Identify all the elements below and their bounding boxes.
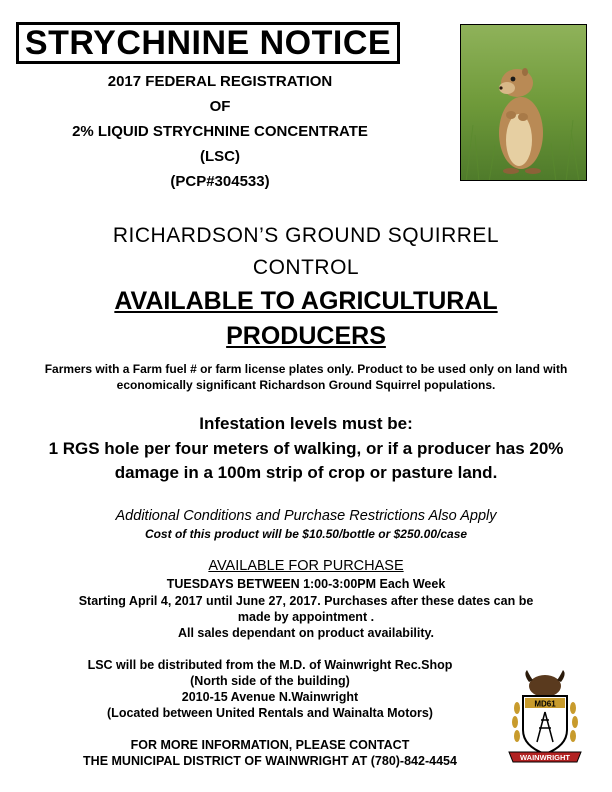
registration-line-5: (PCP#304533): [170, 173, 270, 190]
location-line-1: LSC will be distributed from the M.D. of Wainwright Rec.Shop: [87, 658, 453, 672]
logo-banner-text: WAINWRIGHT: [520, 753, 570, 762]
eligibility-line-2: economically significant Richardson Ground Squirrel populations.: [116, 378, 496, 392]
contact-line-1: FOR MORE INFORMATION, PLEASE CONTACT: [130, 738, 410, 752]
infestation-line-2: damage in a 100m strip of crop or pasture land.: [114, 463, 498, 482]
contact-line-2: THE MUNICIPAL DISTRICT OF WAINWRIGHT AT (780)-842-4454: [83, 754, 457, 768]
availability-line-1: AVAILABLE TO AGRICULTURAL: [114, 287, 498, 315]
purchase-schedule: TUESDAYS BETWEEN 1:00-3:00PM Each Week: [166, 577, 446, 591]
location-line-4: (Located between United Rentals and Wainalta Motors): [107, 706, 433, 720]
ground-squirrel-image: [461, 25, 587, 181]
conditions-line: Additional Conditions and Purchase Restrictions Also Apply: [115, 508, 497, 524]
infestation-heading: Infestation levels must be:: [199, 414, 413, 433]
subject-line-2: CONTROL: [252, 256, 360, 279]
subject-line-1: RICHARDSON’S GROUND SQUIRREL: [112, 224, 500, 247]
cost-line: Cost of this product will be $10.50/bottle or $250.00/case: [144, 527, 468, 541]
registration-line-1: 2017 FEDERAL REGISTRATION: [107, 73, 333, 90]
availability-line-2: PRODUCERS: [226, 322, 386, 350]
md-wainwright-logo: [505, 668, 585, 768]
infestation-line-1: 1 RGS hole per four meters of walking, or if a producer has 20%: [48, 439, 564, 458]
purchase-dates-line-1: Starting April 4, 2017 until June 27, 2017. Purchases after these dates can be: [78, 594, 534, 608]
eligibility-line-1: Farmers with a Farm fuel # or farm license plates only. Product to be used only on land with: [44, 362, 568, 376]
location-line-2: (North side of the building): [190, 674, 350, 688]
purchase-dates-line-2: made by appointment .: [237, 610, 375, 624]
location-line-3: 2010-15 Avenue N.Wainwright: [181, 690, 359, 704]
registration-line-2: OF: [209, 98, 231, 115]
notice-title: STRYCHNINE NOTICE: [16, 22, 400, 64]
ground-squirrel-photo: [460, 24, 587, 181]
registration-line-3: 2% LIQUID STRYCHNINE CONCENTRATE: [72, 123, 368, 140]
purchase-heading: AVAILABLE FOR PURCHASE: [208, 558, 404, 574]
registration-line-4: (LSC): [200, 148, 240, 165]
logo-badge-text: MD61: [534, 699, 556, 709]
md-wainwright-crest: [505, 668, 585, 768]
purchase-availability-note: All sales dependant on product availability.: [177, 626, 435, 640]
